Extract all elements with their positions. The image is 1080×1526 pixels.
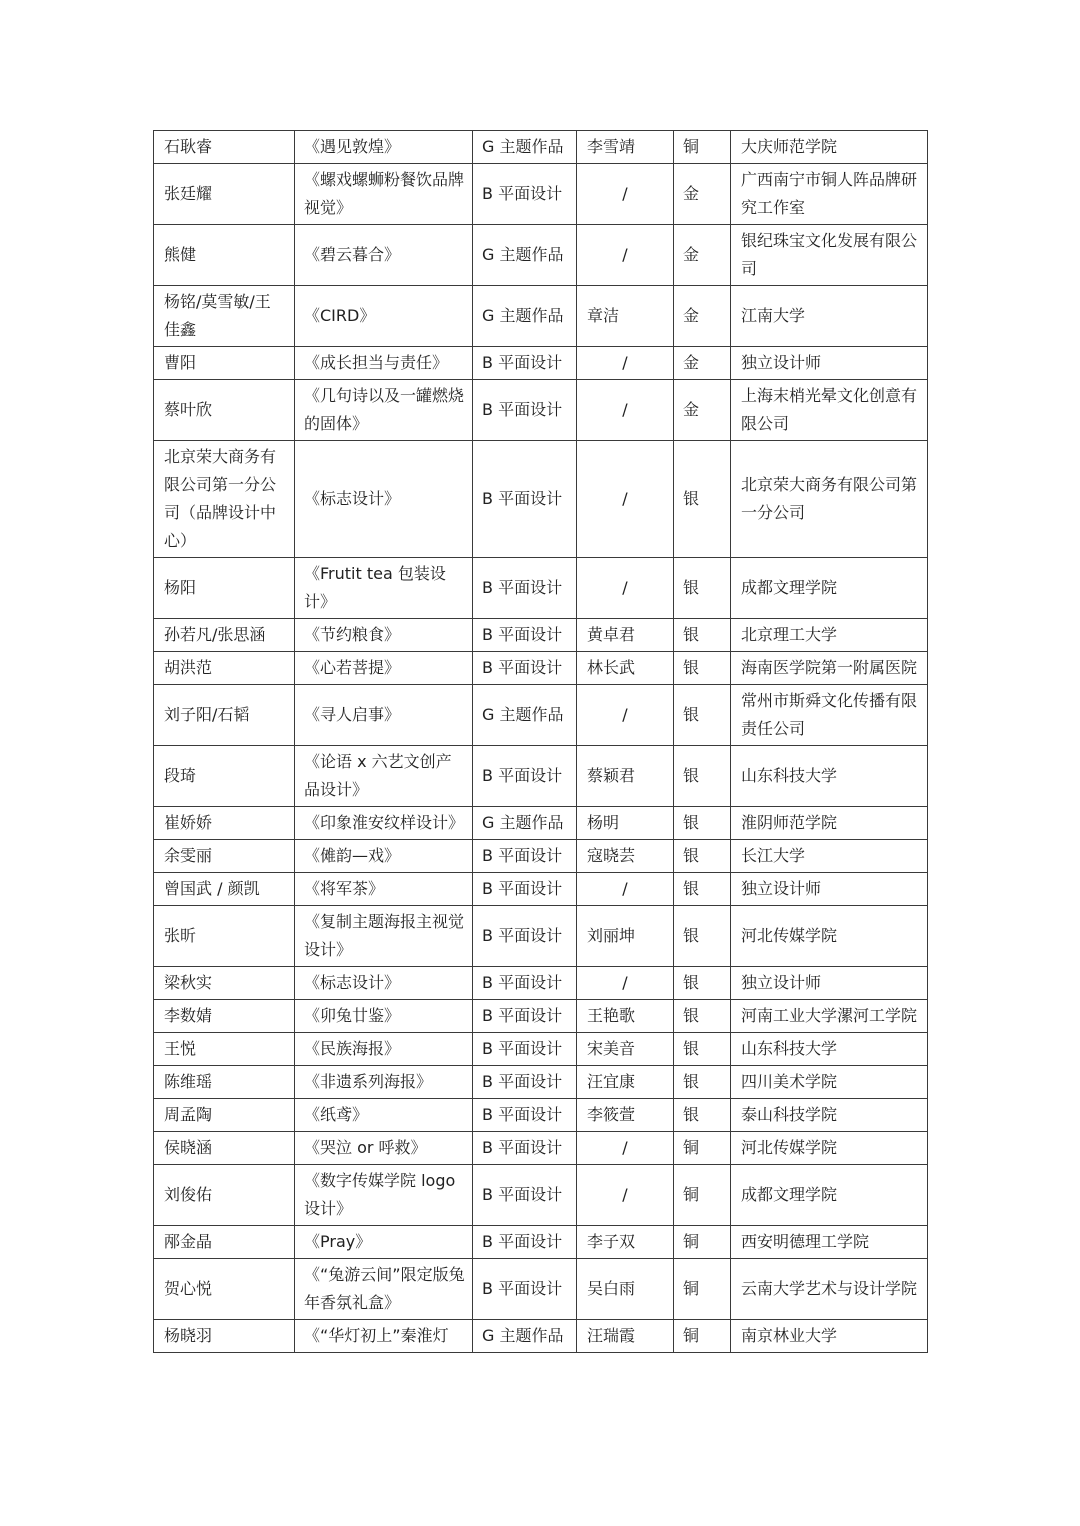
work-title-cell: 《标志设计》 xyxy=(295,967,473,1000)
work-title-cell: 《民族海报》 xyxy=(295,1033,473,1066)
table-row xyxy=(154,967,928,1000)
organization-cell: 北京理工大学 xyxy=(731,619,928,652)
table-row xyxy=(154,746,928,807)
participant-name-cell: 杨阳 xyxy=(154,558,295,619)
organization-cell: 江南大学 xyxy=(731,286,928,347)
organization-cell: 四川美术学院 xyxy=(731,1066,928,1099)
organization-cell: 银纪珠宝文化发展有限公司 xyxy=(731,225,928,286)
award-cell: 铜 xyxy=(674,1226,731,1259)
award-cell: 金 xyxy=(674,380,731,441)
award-cell: 银 xyxy=(674,1033,731,1066)
advisor-cell: 杨明 xyxy=(577,807,674,840)
award-cell: 铜 xyxy=(674,131,731,164)
category-cell: B 平面设计 xyxy=(473,380,577,441)
category-cell: G 主题作品 xyxy=(473,131,577,164)
participant-name-cell: 刘子阳/石韬 xyxy=(154,685,295,746)
category-cell: B 平面设计 xyxy=(473,441,577,558)
award-cell: 银 xyxy=(674,1099,731,1132)
award-cell: 银 xyxy=(674,652,731,685)
organization-cell: 河北传媒学院 xyxy=(731,906,928,967)
participant-name-cell: 杨铭/莫雪敏/王佳鑫 xyxy=(154,286,295,347)
work-title-cell: 《论语 x 六艺文创产品设计》 xyxy=(295,746,473,807)
table-row xyxy=(154,1033,928,1066)
work-title-cell: 《哭泣 or 呼救》 xyxy=(295,1132,473,1165)
participant-name-cell: 段琦 xyxy=(154,746,295,807)
organization-cell: 上海末梢光晕文化创意有限公司 xyxy=(731,380,928,441)
advisor-cell: / xyxy=(577,380,674,441)
organization-cell: 河北传媒学院 xyxy=(731,1132,928,1165)
participant-name-cell: 张昕 xyxy=(154,906,295,967)
table-row xyxy=(154,873,928,906)
category-cell: B 平面设计 xyxy=(473,1066,577,1099)
participant-name-cell: 侯晓涵 xyxy=(154,1132,295,1165)
table-row xyxy=(154,131,928,164)
organization-cell: 山东科技大学 xyxy=(731,746,928,807)
participant-name-cell: 周孟陶 xyxy=(154,1099,295,1132)
advisor-cell: 黄卓君 xyxy=(577,619,674,652)
category-cell: G 主题作品 xyxy=(473,286,577,347)
category-cell: B 平面设计 xyxy=(473,1033,577,1066)
award-cell: 铜 xyxy=(674,1132,731,1165)
work-title-cell: 《Pray》 xyxy=(295,1226,473,1259)
advisor-cell: 吴白雨 xyxy=(577,1259,674,1320)
award-cell: 铜 xyxy=(674,1259,731,1320)
work-title-cell: 《复制主题海报主视觉设计》 xyxy=(295,906,473,967)
organization-cell: 常州市斯舜文化传播有限责任公司 xyxy=(731,685,928,746)
results-table xyxy=(153,130,928,1353)
advisor-cell: 刘丽坤 xyxy=(577,906,674,967)
advisor-cell: 李雪靖 xyxy=(577,131,674,164)
table-row xyxy=(154,225,928,286)
participant-name-cell: 崔娇娇 xyxy=(154,807,295,840)
table-row xyxy=(154,1132,928,1165)
category-cell: B 平面设计 xyxy=(473,1165,577,1226)
table-row xyxy=(154,619,928,652)
participant-name-cell: 贺心悦 xyxy=(154,1259,295,1320)
table-row xyxy=(154,807,928,840)
table-row xyxy=(154,1165,928,1226)
advisor-cell: 寇晓芸 xyxy=(577,840,674,873)
participant-name-cell: 孙若凡/张思涵 xyxy=(154,619,295,652)
award-cell: 金 xyxy=(674,225,731,286)
advisor-cell: / xyxy=(577,441,674,558)
award-cell: 银 xyxy=(674,558,731,619)
award-cell: 银 xyxy=(674,1000,731,1033)
participant-name-cell: 蔡叶欣 xyxy=(154,380,295,441)
award-cell: 银 xyxy=(674,619,731,652)
table-row xyxy=(154,1320,928,1353)
advisor-cell: / xyxy=(577,225,674,286)
category-cell: B 平面设计 xyxy=(473,652,577,685)
participant-name-cell: 张廷耀 xyxy=(154,164,295,225)
advisor-cell: / xyxy=(577,873,674,906)
organization-cell: 南京林业大学 xyxy=(731,1320,928,1353)
work-title-cell: 《纸鸢》 xyxy=(295,1099,473,1132)
table-row xyxy=(154,164,928,225)
advisor-cell: / xyxy=(577,1165,674,1226)
organization-cell: 西安明德理工学院 xyxy=(731,1226,928,1259)
organization-cell: 泰山科技学院 xyxy=(731,1099,928,1132)
work-title-cell: 《卯兔廿鉴》 xyxy=(295,1000,473,1033)
category-cell: B 平面设计 xyxy=(473,873,577,906)
participant-name-cell: 邴金晶 xyxy=(154,1226,295,1259)
participant-name-cell: 北京荣大商务有限公司第一分公司（品牌设计中心） xyxy=(154,441,295,558)
award-cell: 金 xyxy=(674,164,731,225)
organization-cell: 海南医学院第一附属医院 xyxy=(731,652,928,685)
award-cell: 银 xyxy=(674,1066,731,1099)
table-row xyxy=(154,380,928,441)
advisor-cell: 蔡颖君 xyxy=(577,746,674,807)
advisor-cell: / xyxy=(577,558,674,619)
category-cell: B 平面设计 xyxy=(473,746,577,807)
work-title-cell: 《将军茶》 xyxy=(295,873,473,906)
table-row xyxy=(154,1099,928,1132)
award-cell: 银 xyxy=(674,807,731,840)
award-cell: 银 xyxy=(674,840,731,873)
category-cell: G 主题作品 xyxy=(473,685,577,746)
participant-name-cell: 王悦 xyxy=(154,1033,295,1066)
participant-name-cell: 陈维瑶 xyxy=(154,1066,295,1099)
category-cell: B 平面设计 xyxy=(473,347,577,380)
work-title-cell: 《标志设计》 xyxy=(295,441,473,558)
category-cell: B 平面设计 xyxy=(473,1000,577,1033)
award-cell: 银 xyxy=(674,746,731,807)
category-cell: B 平面设计 xyxy=(473,906,577,967)
category-cell: B 平面设计 xyxy=(473,1099,577,1132)
advisor-cell: 李筱萱 xyxy=(577,1099,674,1132)
participant-name-cell: 曾国武 / 颜凯 xyxy=(154,873,295,906)
category-cell: B 平面设计 xyxy=(473,558,577,619)
work-title-cell: 《几句诗以及一罐燃烧的固体》 xyxy=(295,380,473,441)
work-title-cell: 《印象淮安纹样设计》 xyxy=(295,807,473,840)
table-row xyxy=(154,441,928,558)
participant-name-cell: 熊健 xyxy=(154,225,295,286)
work-title-cell: 《“华灯初上”秦淮灯 xyxy=(295,1320,473,1353)
advisor-cell: 王艳歌 xyxy=(577,1000,674,1033)
award-cell: 银 xyxy=(674,873,731,906)
award-cell: 银 xyxy=(674,967,731,1000)
organization-cell: 广西南宁市铜人阵品牌研究工作室 xyxy=(731,164,928,225)
table-row xyxy=(154,685,928,746)
award-cell: 银 xyxy=(674,685,731,746)
organization-cell: 成都文理学院 xyxy=(731,1165,928,1226)
table-row xyxy=(154,1259,928,1320)
category-cell: B 平面设计 xyxy=(473,164,577,225)
advisor-cell: 宋美音 xyxy=(577,1033,674,1066)
work-title-cell: 《数字传媒学院 logo 设计》 xyxy=(295,1165,473,1226)
table-row xyxy=(154,558,928,619)
category-cell: G 主题作品 xyxy=(473,807,577,840)
organization-cell: 山东科技大学 xyxy=(731,1033,928,1066)
organization-cell: 独立设计师 xyxy=(731,347,928,380)
work-title-cell: 《CIRD》 xyxy=(295,286,473,347)
work-title-cell: 《傩韵—戏》 xyxy=(295,840,473,873)
work-title-cell: 《螺戏螺蛳粉餐饮品牌视觉》 xyxy=(295,164,473,225)
award-cell: 金 xyxy=(674,347,731,380)
work-title-cell: 《节约粮食》 xyxy=(295,619,473,652)
work-title-cell: 《成长担当与责任》 xyxy=(295,347,473,380)
organization-cell: 独立设计师 xyxy=(731,967,928,1000)
table-row xyxy=(154,1226,928,1259)
table-row xyxy=(154,347,928,380)
participant-name-cell: 李数婧 xyxy=(154,1000,295,1033)
organization-cell: 淮阴师范学院 xyxy=(731,807,928,840)
category-cell: G 主题作品 xyxy=(473,225,577,286)
advisor-cell: / xyxy=(577,1132,674,1165)
table-row xyxy=(154,1000,928,1033)
organization-cell: 河南工业大学漯河工学院 xyxy=(731,1000,928,1033)
advisor-cell: 汪宜康 xyxy=(577,1066,674,1099)
work-title-cell: 《碧云暮合》 xyxy=(295,225,473,286)
participant-name-cell: 曹阳 xyxy=(154,347,295,380)
organization-cell: 独立设计师 xyxy=(731,873,928,906)
work-title-cell: 《“兔游云间”限定版兔年香氛礼盒》 xyxy=(295,1259,473,1320)
participant-name-cell: 胡洪范 xyxy=(154,652,295,685)
participant-name-cell: 余雯丽 xyxy=(154,840,295,873)
participant-name-cell: 杨晓羽 xyxy=(154,1320,295,1353)
advisor-cell: / xyxy=(577,347,674,380)
advisor-cell: / xyxy=(577,685,674,746)
table-row xyxy=(154,1066,928,1099)
advisor-cell: 林长武 xyxy=(577,652,674,685)
award-cell: 金 xyxy=(674,286,731,347)
work-title-cell: 《遇见敦煌》 xyxy=(295,131,473,164)
work-title-cell: 《寻人启事》 xyxy=(295,685,473,746)
table-row xyxy=(154,906,928,967)
award-cell: 银 xyxy=(674,906,731,967)
award-cell: 铜 xyxy=(674,1320,731,1353)
advisor-cell: 章洁 xyxy=(577,286,674,347)
participant-name-cell: 石耿睿 xyxy=(154,131,295,164)
advisor-cell: / xyxy=(577,967,674,1000)
advisor-cell: / xyxy=(577,164,674,225)
category-cell: B 平面设计 xyxy=(473,840,577,873)
category-cell: B 平面设计 xyxy=(473,967,577,1000)
organization-cell: 云南大学艺术与设计学院 xyxy=(731,1259,928,1320)
participant-name-cell: 梁秋实 xyxy=(154,967,295,1000)
award-cell: 铜 xyxy=(674,1165,731,1226)
organization-cell: 大庆师范学院 xyxy=(731,131,928,164)
participant-name-cell: 刘俊佑 xyxy=(154,1165,295,1226)
category-cell: B 平面设计 xyxy=(473,1259,577,1320)
organization-cell: 长江大学 xyxy=(731,840,928,873)
table-row xyxy=(154,652,928,685)
advisor-cell: 李子双 xyxy=(577,1226,674,1259)
table-row xyxy=(154,286,928,347)
work-title-cell: 《非遗系列海报》 xyxy=(295,1066,473,1099)
work-title-cell: 《Frutit tea 包装设计》 xyxy=(295,558,473,619)
category-cell: B 平面设计 xyxy=(473,619,577,652)
category-cell: B 平面设计 xyxy=(473,1132,577,1165)
organization-cell: 北京荣大商务有限公司第一分公司 xyxy=(731,441,928,558)
table-row xyxy=(154,840,928,873)
results-body xyxy=(154,131,928,1353)
advisor-cell: 汪瑞霞 xyxy=(577,1320,674,1353)
work-title-cell: 《心若菩提》 xyxy=(295,652,473,685)
award-cell: 银 xyxy=(674,441,731,558)
category-cell: G 主题作品 xyxy=(473,1320,577,1353)
organization-cell: 成都文理学院 xyxy=(731,558,928,619)
category-cell: B 平面设计 xyxy=(473,1226,577,1259)
